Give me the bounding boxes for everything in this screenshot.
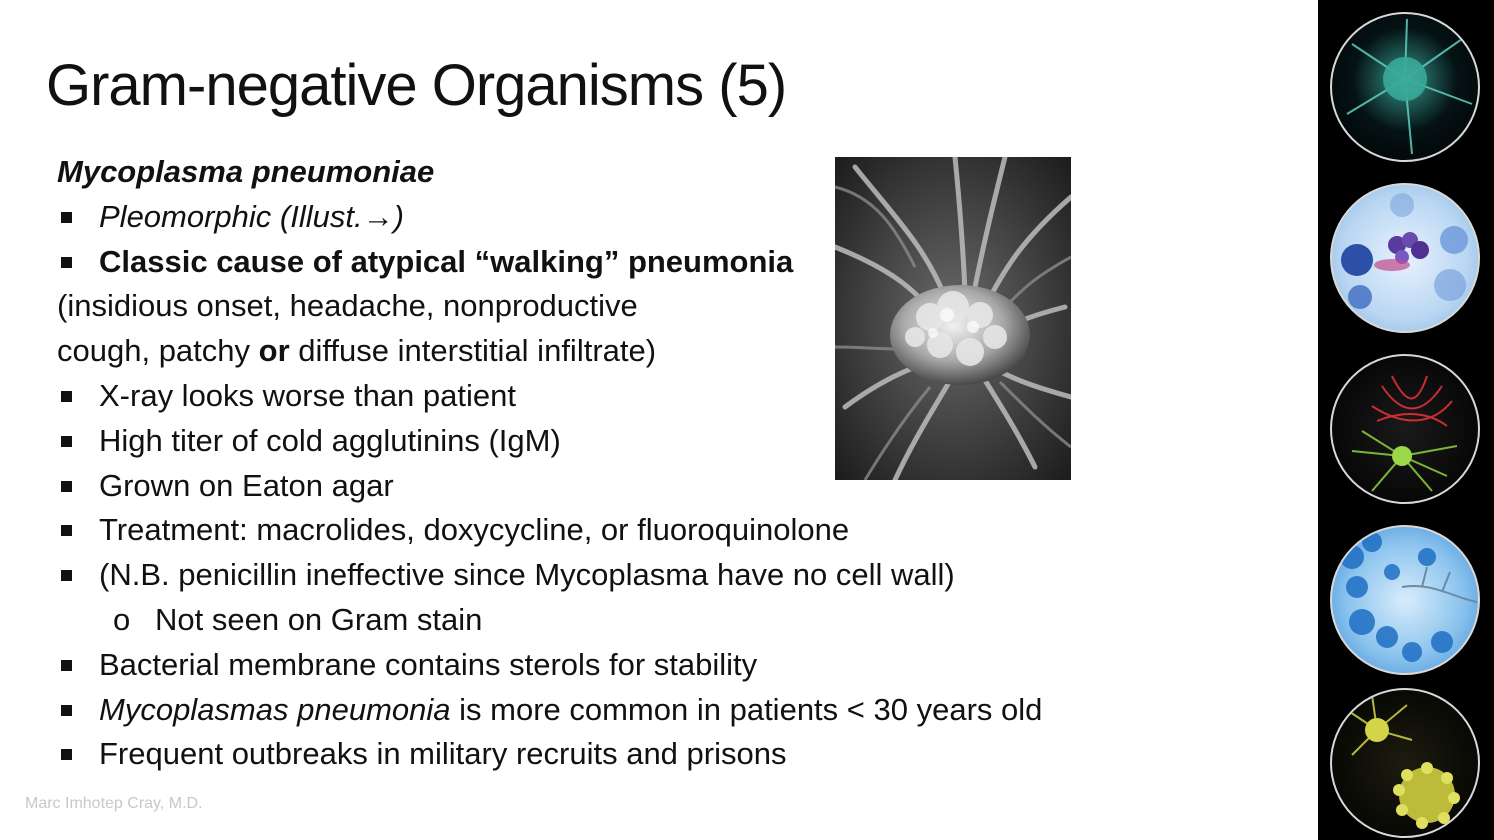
micrograph-svg (835, 157, 1071, 480)
paren-line-2-a: cough, patchy (57, 333, 259, 369)
paren-line-1: (insidious onset, headache, nonproductive (57, 288, 638, 324)
organism-heading: Mycoplasma pneumoniae (57, 154, 435, 189)
gram-stain-text: Not seen on Gram stain (155, 601, 483, 637)
bullet-xray: X-ray looks worse than patient (57, 374, 1257, 419)
circle-bullet-icon: o (113, 601, 131, 637)
classic-cause-text: Classic cause of atypical “walking” pneumonia (99, 243, 794, 279)
pleomorphic-text: Pleomorphic (Illust. (99, 198, 363, 234)
title-number: (5) (718, 53, 787, 118)
bullet-eaton: Grown on Eaton agar (57, 464, 1257, 509)
blue-stained-cells-image (1330, 183, 1480, 333)
blue-cells-svg (1332, 185, 1478, 331)
right-arrow-icon: → (362, 198, 394, 234)
common-italic: Mycoplasmas pneumonia (99, 691, 451, 727)
slide-title (46, 52, 786, 119)
bullet-titer: High titer of cold agglutinins (IgM) (57, 419, 1257, 464)
blue-fungus-svg (1332, 527, 1478, 673)
bullet-common (57, 688, 1257, 733)
teal-spiked-microbe-image (1330, 12, 1480, 162)
paren-close: ) (393, 198, 404, 234)
bullet-treatment: Treatment: macrolides, doxycycline, or fluoroquinolone (57, 508, 1257, 553)
paren-line-2 (57, 329, 1257, 374)
bullet-pleomorphic (57, 195, 1257, 240)
yellow-spiked-microbes-image (1330, 688, 1480, 838)
footer-author: Marc Imhotep Cray, M.D. (25, 795, 203, 812)
paren-line-2-or: or (258, 333, 290, 369)
yellow-microbes-svg (1332, 690, 1478, 836)
slide-body (57, 150, 1257, 777)
red-green-spiked-microbe-image (1330, 354, 1480, 504)
bullet-nb: (N.B. penicillin ineffective since Mycoplasma have no cell wall) (57, 553, 1257, 598)
paren-line-2-b: diffuse interstitial infiltrate) (289, 333, 657, 369)
red-green-microbe-svg (1332, 356, 1478, 502)
blue-stained-fungus-image (1330, 525, 1480, 675)
bullet-classic-cause (57, 240, 1257, 285)
bullet-membrane: Bacterial membrane contains sterols for stability (57, 643, 1257, 688)
bullet-outbreaks: Frequent outbreaks in military recruits and prisons (57, 732, 1257, 777)
title-main: Gram-negative Organisms (46, 53, 704, 118)
decorative-sidebar (1318, 0, 1494, 840)
mycoplasma-micrograph-image (835, 157, 1071, 480)
teal-microbe-svg (1332, 14, 1478, 160)
common-rest: is more common in patients < 30 years old (450, 691, 1043, 727)
sub-bullet-gram-stain (57, 598, 1257, 643)
